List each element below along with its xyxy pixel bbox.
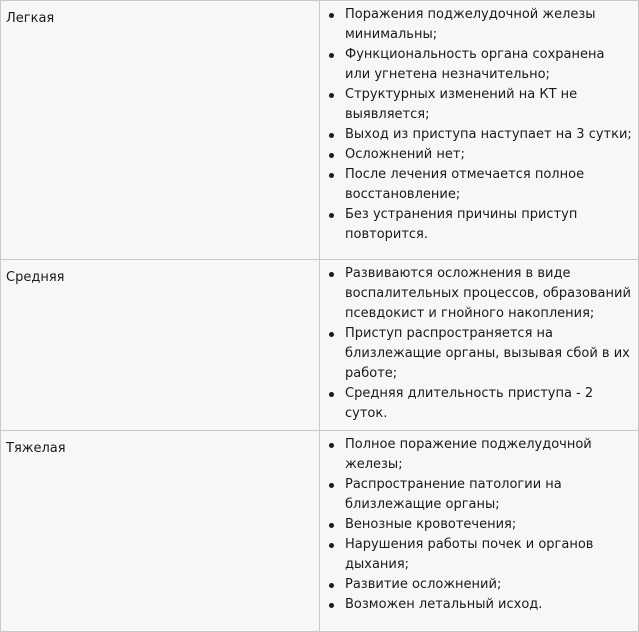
points-cell bbox=[320, 431, 639, 632]
points-cell bbox=[320, 1, 639, 260]
points-list bbox=[320, 5, 632, 245]
list-item: Структурных изменений на КТ не выявляется; bbox=[345, 85, 632, 125]
list-item: Поражения поджелудочной железы минимальны; bbox=[345, 5, 632, 45]
degree-cell: Тяжелая bbox=[1, 431, 320, 632]
points-cell bbox=[320, 260, 639, 431]
list-item: После лечения отмечается полное восстановление; bbox=[345, 165, 632, 205]
list-item: Распространение патологии на близлежащие органы; bbox=[345, 475, 632, 515]
degree-cell: Легкая bbox=[1, 1, 320, 260]
list-item: Возможен летальный исход. bbox=[345, 595, 632, 615]
list-item: Функциональность органа сохранена или угнетена незначительно; bbox=[345, 45, 632, 85]
list-item: Развитие осложнений; bbox=[345, 575, 632, 595]
points-list bbox=[320, 264, 632, 424]
table-row bbox=[1, 260, 639, 431]
table-row bbox=[1, 431, 639, 632]
list-item: Выход из приступа наступает на 3 сутки; bbox=[345, 125, 632, 145]
list-item: Без устранения причины приступ повторится. bbox=[345, 205, 632, 245]
list-item: Нарушения работы почек и органов дыхания; bbox=[345, 535, 632, 575]
list-item: Развиваются осложнения в виде воспалительных процессов, образований псевдокист и гнойного накопления; bbox=[345, 264, 632, 324]
list-item: Венозные кровотечения; bbox=[345, 515, 632, 535]
points-list bbox=[320, 435, 632, 615]
degree-cell: Средняя bbox=[1, 260, 320, 431]
list-item: Осложнений нет; bbox=[345, 145, 632, 165]
table-row bbox=[1, 1, 639, 260]
list-item: Полное поражение поджелудочной железы; bbox=[345, 435, 632, 475]
list-item: Средняя длительность приступа - 2 суток. bbox=[345, 384, 632, 424]
list-item: Приступ распространяется на близлежащие органы, вызывая сбой в их работе; bbox=[345, 324, 632, 384]
